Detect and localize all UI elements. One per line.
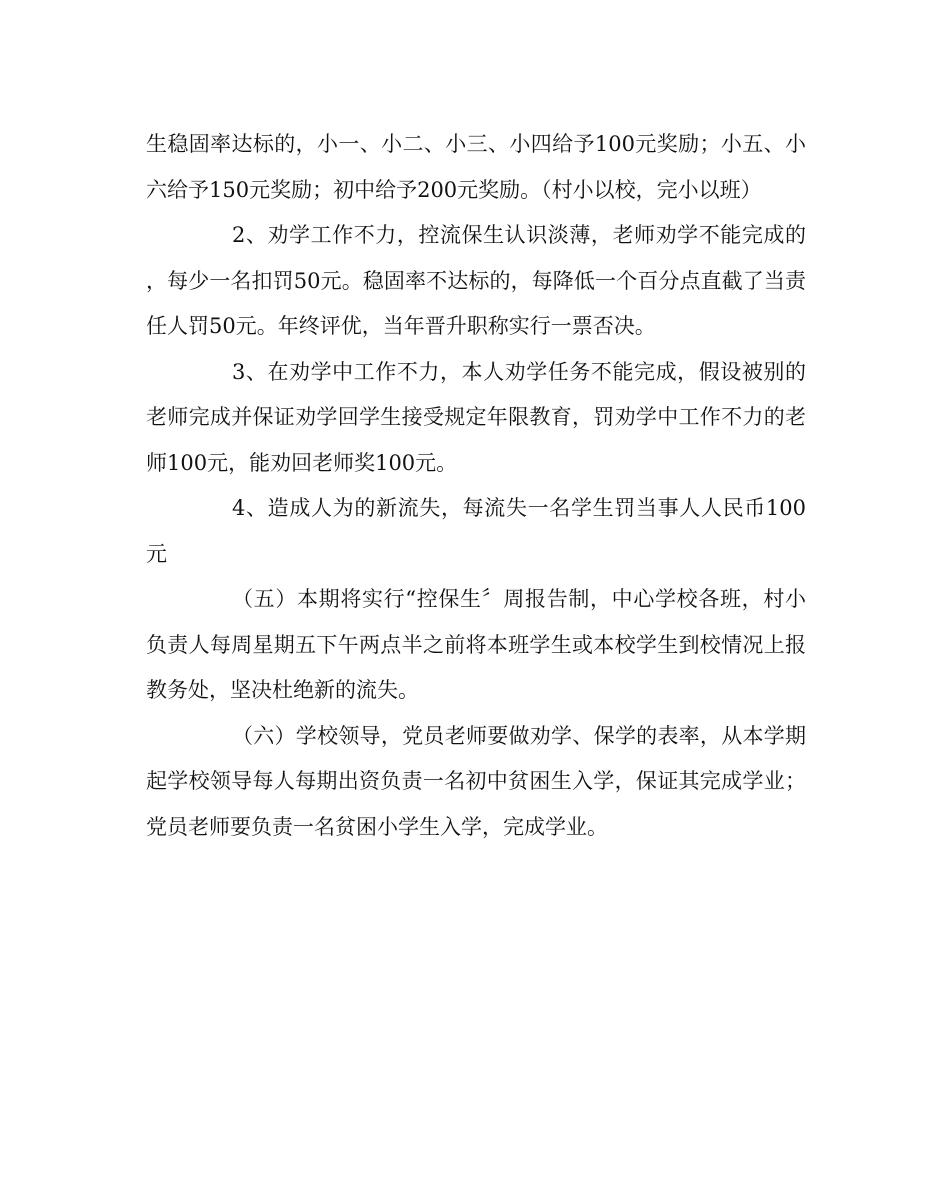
paragraph-item-4: 4、造成人为的新流失，每流失一名学生罚当事人人民币100元 bbox=[146, 496, 806, 566]
paragraph-continuation: 生稳固率达标的，小一、小二、小三、小四给予100元奖励；小五、小六给予150元奖励；初中给予200元奖励。（村小以校，完小以班） bbox=[146, 132, 806, 202]
paragraph-item-2: 2、劝学工作不力，控流保生认识淡薄，老师劝学不能完成的，每少一名扣罚50元。稳固率不达标的，每降低一个百分点直截了当责任人罚50元。年终评优，当年晋升职称实行一票否决。 bbox=[146, 223, 806, 338]
paragraph-section-5: （五）本期将实行“控保生〞周报告制，中心学校各班，村小负责人每周星期五下午两点半之前将本班学生或本校学生到校情况上报教务处，坚决杜绝新的流失。 bbox=[146, 587, 806, 702]
document-body bbox=[146, 122, 806, 850]
paragraph-section-6: （六）学校领导，党员老师要做劝学、保学的表率，从本学期起学校领导每人每期出资负责一名初中贫困生入学，保证其完成学业；党员老师要负责一名贫困小学生入学，完成学业。 bbox=[146, 723, 806, 839]
paragraph-item-3: 3、在劝学中工作不力，本人劝学任务不能完成，假设被别的老师完成并保证劝学回学生接受规定年限教育，罚劝学中工作不力的老师100元，能劝回老师奖100元。 bbox=[146, 359, 806, 475]
